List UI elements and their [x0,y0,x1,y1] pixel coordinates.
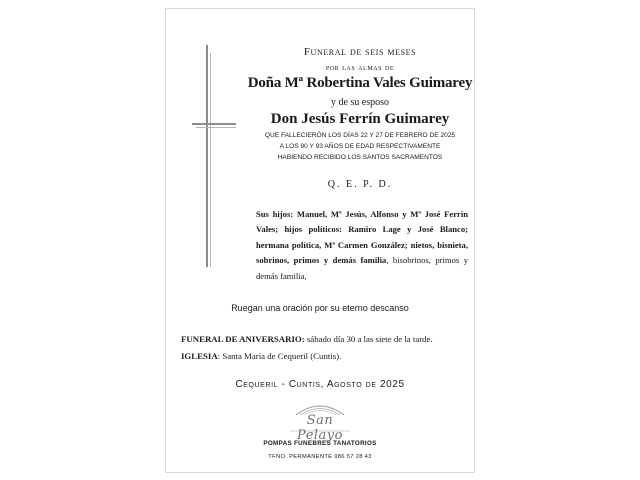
deceased-name-1: Doña Mª Robertina Vales Guimarey [247,75,473,91]
death-dates-line: QUE FALLECIERÓN LOS DÍAS 22 Y 27 DE FEBRERO DE 2025 [264,132,456,139]
funeral-title: Funeral de seis meses [303,46,417,58]
family-list-bold: Sus hijos: Manuel, Mª Jesús, Alfonso y Mª José Ferrin Vales; hijos políticos: Ramiro Lage y José Blanco; hermana política, Mª Carmen González; nietos, bisnieta, sobrinos, primos y demás familia [256,209,468,266]
anniversary-service [181,334,433,344]
church-info [181,351,341,361]
phone-number: TFNO. PERMANENTE 986 57 28 43 [268,454,372,460]
age-line: A LOS 90 Y 93 AÑOS DE EDAD RESPECTIVAMENTE [279,143,441,150]
cross-icon [192,45,242,275]
san-pelayo-logo [282,401,358,443]
family-list-regular: , bisobrinos, primos y demás familia, [256,255,468,281]
qepd: Q. E. P. D. [327,179,393,190]
place-date: Cequeril - Cuntis, Agosto de 2025 [235,379,405,390]
church-text: : Santa María de Cequeril (Cuntis). [217,351,342,361]
church-label: IGLESIA [181,351,218,361]
funeral-company: POMPAS FUNEBRES TANATORIOS [263,440,377,447]
souls-of-line: por las almas de [325,62,395,72]
anniversary-label: FUNERAL DE ANIVERSARIO: [181,334,305,344]
deceased-name-2: Don Jesús Ferrín Guimarey [270,111,450,127]
spouse-connector: y de su esposo [330,97,390,108]
prayer-request: Ruegan una oración por su eterno descanso [231,303,409,313]
family-list [256,207,468,284]
logo-text: San Pelayo [297,413,343,443]
sacraments-line: HABIENDO RECIBIDO LOS SANTOS SACRAMENTOS [277,154,443,161]
anniversary-text: sábado día 30 a las siete de la tarde. [304,334,433,344]
